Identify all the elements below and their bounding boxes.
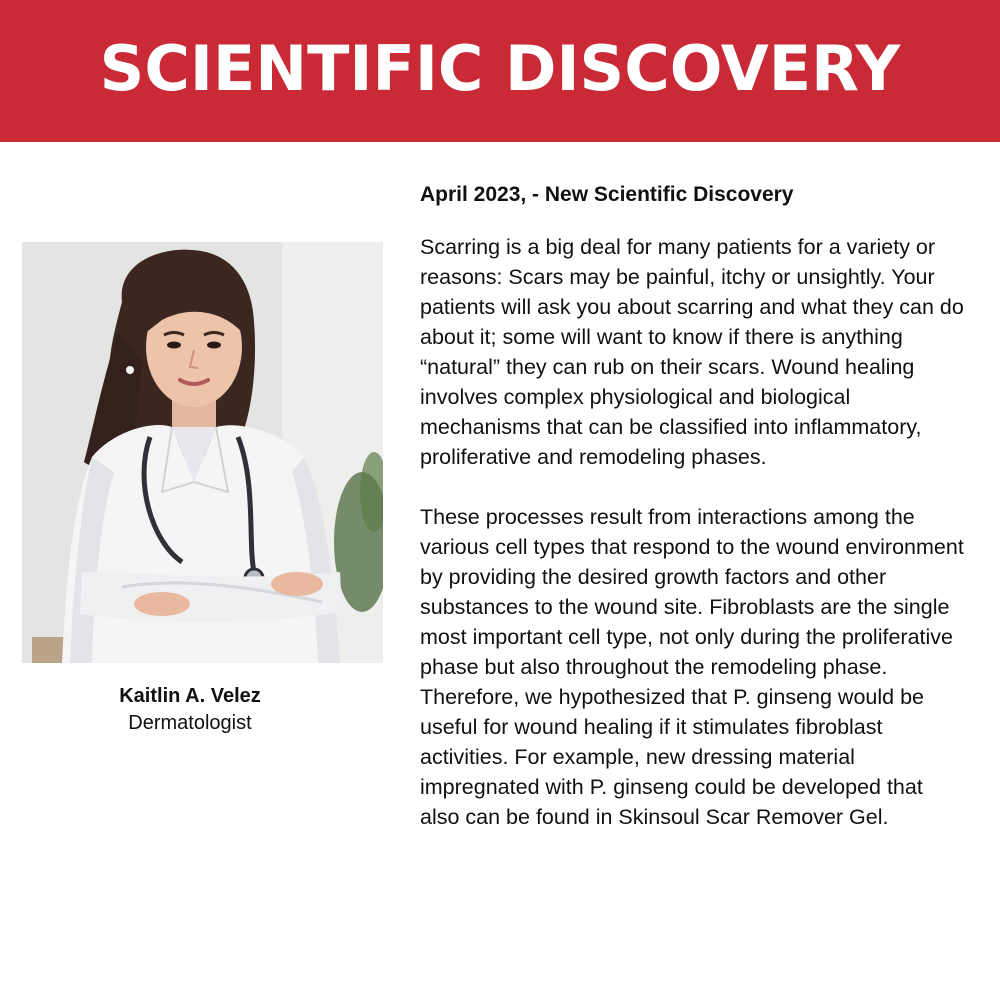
banner-title: SCIENTIFIC DISCOVERY [99,31,901,105]
article-body [420,180,965,862]
header-banner [0,0,1000,142]
article-heading: April 2023, - New Scientific Discovery [420,183,794,206]
article-paragraph: These processes result from interactions among the various cell types that respond to the wound environment by providing the desired growth factors and other substances to the wound site. Fibroblasts are the single most important cell type, not only during the proliferative phase but also throughout the remodeling phase. Therefore, we hypothesized that P. ginseng would be useful for wound healing if it stimulates fibroblast activities. For example, new dressing material impregnated with P. ginseng could be developed that also can be found in Skinsoul Scar Remover Gel. [420,505,964,829]
doctor-portrait-icon [22,242,383,663]
author-role: Dermatologist [128,712,252,734]
author-name: Kaitlin A. Velez [119,685,261,707]
doctor-portrait-photo [22,242,383,663]
article-paragraph: Scarring is a big deal for many patients for a variety or reasons: Scars may be painful, itchy or unsightly. Your patients will ask you about scarring and what they can do about it; some will want to know if there is anything “natural” they can rub on their scars. Wound healing involves complex physiological and biological mechanisms that can be classified into inflammatory, proliferative and remodeling phases. [420,235,964,469]
